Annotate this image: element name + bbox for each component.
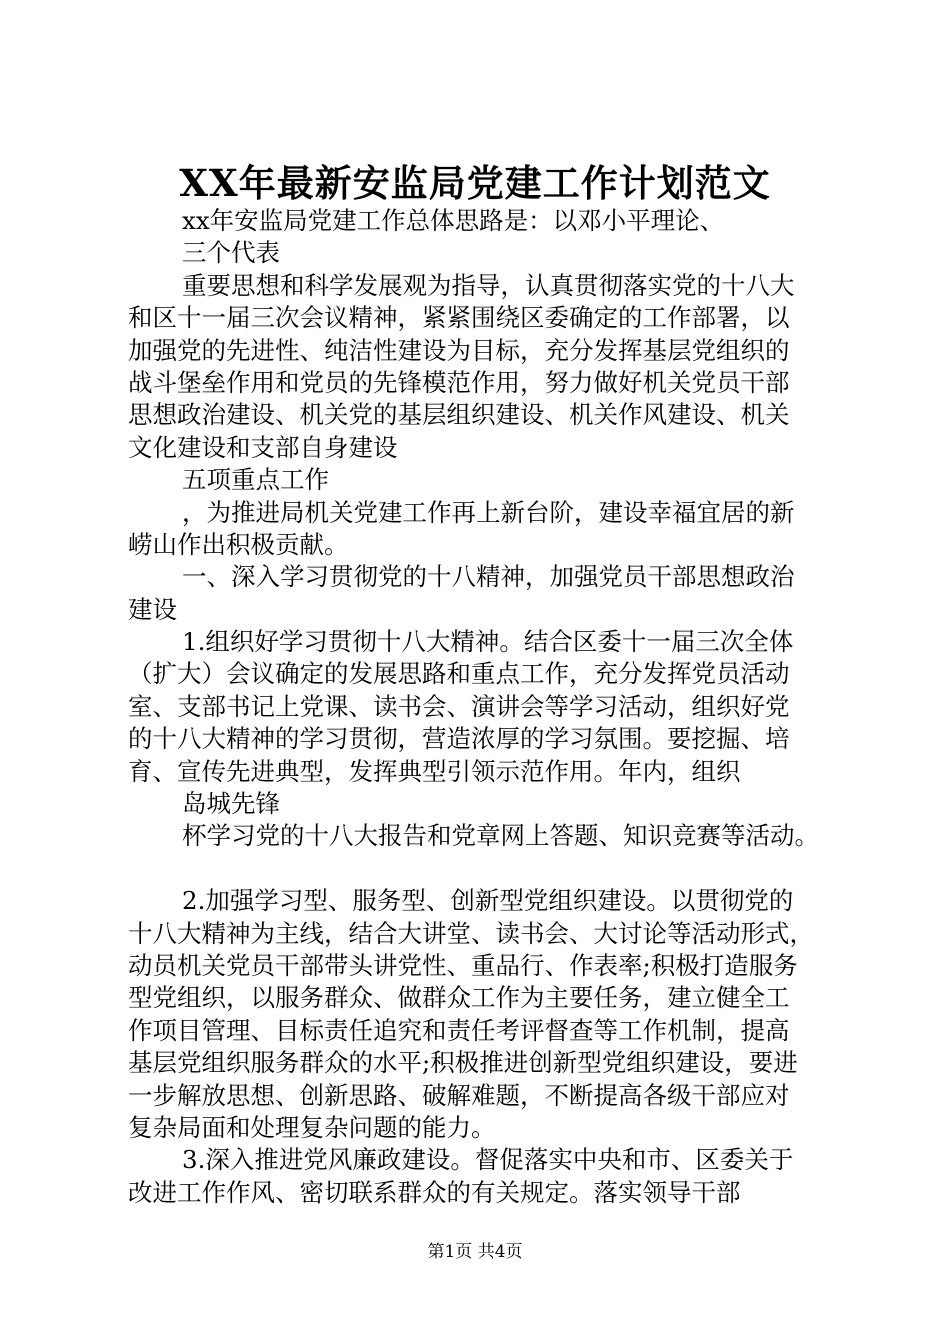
body-line: 一步解放思想、创新思路、破解难题，不断提高各级干部应对 xyxy=(128,1080,790,1110)
page-indicator: 第1页 共4页 xyxy=(427,1242,523,1262)
body-line: 思想政治建设、机关党的基层组织建设、机关作风建设、机关 xyxy=(128,400,790,430)
body-line: xx年安监局党建工作总体思路是：以邓小平理论、 xyxy=(182,206,725,235)
body-line: 1.组织好学习贯彻十八大精神。结合区委十一届三次全体 xyxy=(182,627,794,657)
body-line: 三个代表 xyxy=(182,238,280,268)
paragraph-gap xyxy=(128,853,834,885)
body-line: 加强党的先进性、纯洁性建设为目标，充分发挥基层党组织的 xyxy=(128,335,790,365)
body-line: 改进工作作风、密切联系群众的有关规定。落实领导干部 xyxy=(128,1177,741,1207)
body-line: （扩大）会议确定的发展思路和重点工作，充分发挥党员活动 xyxy=(128,659,790,689)
body-line: 十八大精神为主线，结合大讲堂、读书会、大讨论等活动形式， xyxy=(128,918,814,948)
body-line: 型党组织，以服务群众、做群众工作为主要任务，建立健全工 xyxy=(128,983,790,1013)
body-line: 复杂局面和处理复杂问题的能力。 xyxy=(128,1112,496,1142)
body-line: 和区十一届三次会议精神，紧紧围绕区委确定的工作部署，以 xyxy=(128,303,790,333)
body-line: 3.深入推进党风廉政建设。督促落实中央和市、区委关于 xyxy=(182,1145,794,1175)
body-line: 战斗堡垒作用和党员的先锋模范作用，努力做好机关党员干部 xyxy=(128,367,790,397)
body-line: 2.加强学习型、服务型、创新型党组织建设。以贯彻党的 xyxy=(182,886,794,916)
section-heading: 一、深入学习贯彻党的十八精神，加强党员干部思想政治 xyxy=(182,562,795,592)
body-line: 重要思想和科学发展观为指导，认真贯彻落实党的十八大 xyxy=(182,270,795,300)
body-line: 动员机关党员干部带头讲党性、重品行、作表率;积极打造服务 xyxy=(128,950,798,980)
body-line: 作项目管理、目标责任追究和责任考评督查等工作机制，提高 xyxy=(128,1015,790,1045)
body-line: 岛城先锋 xyxy=(182,789,280,819)
body-line: ，为推进局机关党建工作再上新台阶，建设幸福宜居的新 xyxy=(182,497,795,527)
body-line: 的十八大精神的学习贯彻，营造浓厚的学习氛围。要挖掘、培 xyxy=(128,724,790,754)
body-line: 崂山作出积极贡献。 xyxy=(128,529,349,559)
document-title: XX年最新安监局党建工作计划范文 xyxy=(179,161,771,205)
body-line: 文化建设和支部自身建设 xyxy=(128,432,398,462)
body-line: 育、宣传先进典型，发挥典型引领示范作用。年内，组织 xyxy=(128,756,741,786)
body-line: 基层党组织服务群众的水平;积极推进创新型党组织建设，要进 xyxy=(128,1048,798,1078)
document-body xyxy=(128,205,834,1209)
body-line: 五项重点工作 xyxy=(182,465,329,495)
body-line: 杯学习党的十八大报告和党章网上答题、知识竞赛等活动。 xyxy=(182,821,819,851)
section-heading: 建设 xyxy=(128,594,177,624)
body-line: 室、支部书记上党课、读书会、演讲会等学习活动，组织好党 xyxy=(128,691,790,721)
